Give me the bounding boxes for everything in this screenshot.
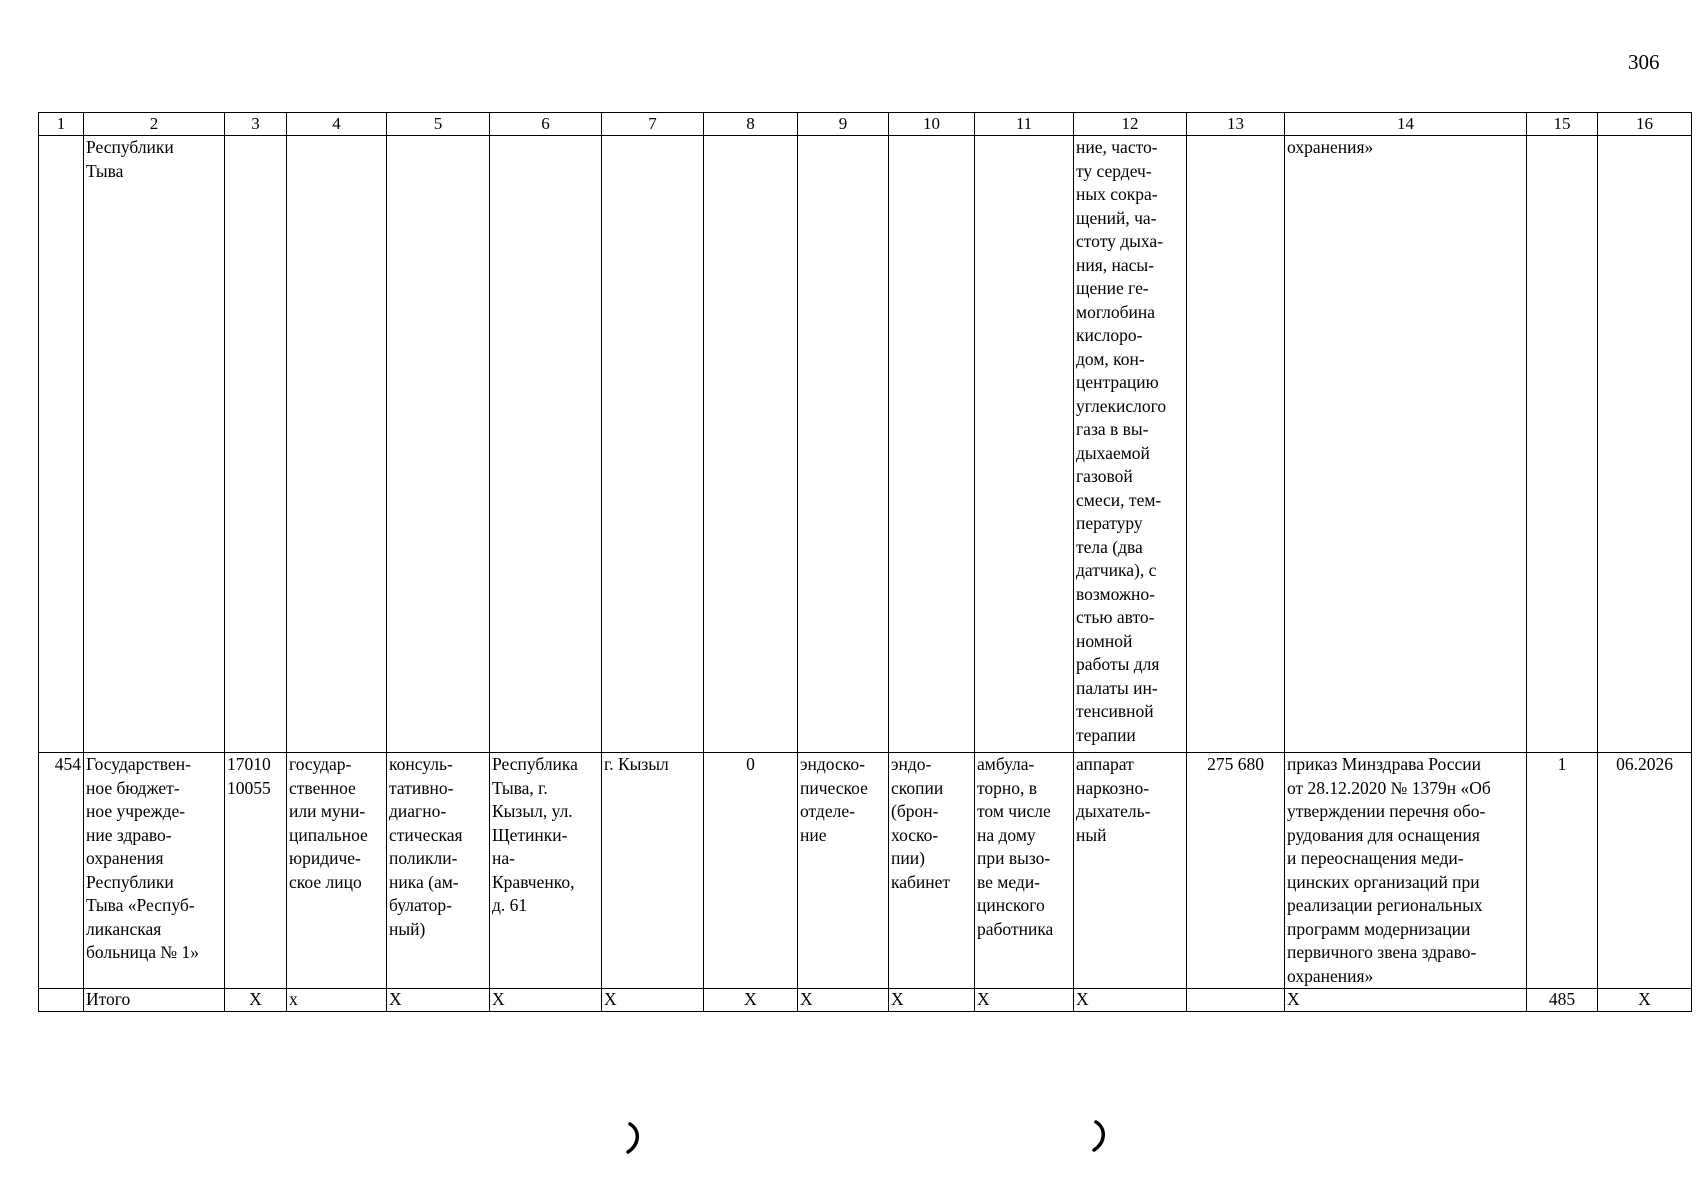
cell-basis-continued: охранения» [1285, 136, 1527, 753]
cell-empty [387, 136, 490, 753]
cell-date: 06.2026 [1598, 753, 1692, 989]
column-number: 6 [490, 113, 602, 136]
column-number: 11 [975, 113, 1074, 136]
column-number-row [39, 113, 1692, 136]
total-cell: Х [704, 989, 798, 1012]
cell-empty [225, 136, 287, 753]
total-cell: Х [387, 989, 490, 1012]
cell-locality: г. Кызыл [602, 753, 704, 989]
cell-cabinet: эндо- скопии (брон- хоско- пии) кабинет [889, 753, 975, 989]
cell-empty [602, 136, 704, 753]
cell-equipment-continued: ние, часто- ту сердеч- ных сокра- щений, ча- стоту дыха- ния, насы- щение ге- моглобина кислоро- дом, кон- центрацию углекислого газа в вы- дыхаемой газовой смеси, тем- пературу тела (два датчика), с возможно- стью авто- номной работы для палаты ин- тенсивной терапии [1074, 136, 1187, 753]
column-number: 1 [39, 113, 84, 136]
column-number: 13 [1187, 113, 1285, 136]
total-quantity: 485 [1527, 989, 1598, 1012]
record-row-454 [39, 753, 1692, 989]
cell-equipment: аппарат наркозно- дыхатель- ный [1074, 753, 1187, 989]
cell-care-conditions: амбула- торно, в том числе на дому при вызо- ве меди- цинского работника [975, 753, 1074, 989]
cell-empty [704, 136, 798, 753]
column-number: 9 [798, 113, 889, 136]
cell-col8: 0 [704, 753, 798, 989]
column-number: 16 [1598, 113, 1692, 136]
total-cell [1187, 989, 1285, 1012]
total-cell: Х [1598, 989, 1692, 1012]
column-number: 2 [84, 113, 225, 136]
cell-empty [39, 136, 84, 753]
cell-code: 17010 10055 [225, 753, 287, 989]
column-number: 4 [287, 113, 387, 136]
column-number: 5 [387, 113, 490, 136]
cell-region-continued: Республики Тыва [84, 136, 225, 753]
total-cell: Х [1285, 989, 1527, 1012]
cell-legal-form: государ- ственное или муни- ципальное юридиче- ское лицо [287, 753, 387, 989]
column-number: 15 [1527, 113, 1598, 136]
column-number: 3 [225, 113, 287, 136]
cell-empty [798, 136, 889, 753]
total-cell: Х [225, 989, 287, 1012]
scan-mark-left [622, 1120, 646, 1156]
cell-price: 275 680 [1187, 753, 1285, 989]
cell-empty [287, 136, 387, 753]
column-number: 10 [889, 113, 975, 136]
cell-empty [1187, 136, 1285, 753]
column-number: 12 [1074, 113, 1187, 136]
column-number: 7 [602, 113, 704, 136]
cell-address: Республика Тыва, г. Кызыл, ул. Щетинки- на- Кравченко, д. 61 [490, 753, 602, 989]
total-cell: Х [975, 989, 1074, 1012]
total-cell: Х [798, 989, 889, 1012]
cell-empty [889, 136, 975, 753]
continuation-row [39, 136, 1692, 753]
cell-department: эндоско- пическое отделе- ние [798, 753, 889, 989]
cell-unit-type: консуль- тативно- диагно- стическая поликли- ника (ам- булатор- ный) [387, 753, 490, 989]
total-cell: х [287, 989, 387, 1012]
cell-empty [39, 989, 84, 1012]
cell-row-number: 454 [39, 753, 84, 989]
cell-empty [490, 136, 602, 753]
cell-organization: Государствен- ное бюджет- ное учрежде- ние здраво- охранения Республики Тыва «Респуб- ликанская больница № 1» [84, 753, 225, 989]
total-cell: Х [490, 989, 602, 1012]
cell-empty [1598, 136, 1692, 753]
total-cell: Х [602, 989, 704, 1012]
column-number: 14 [1285, 113, 1527, 136]
total-cell: Х [1074, 989, 1187, 1012]
cell-empty [975, 136, 1074, 753]
scan-mark-right [1088, 1118, 1112, 1154]
register-table [38, 112, 1692, 1012]
cell-quantity: 1 [1527, 753, 1598, 989]
column-number: 8 [704, 113, 798, 136]
total-row [39, 989, 1692, 1012]
cell-basis: приказ Минздрава России от 28.12.2020 № 1379н «Об утверждении перечня обо- рудования для оснащения и переоснащения меди- цинских организаций при реализации региональных программ модернизации первичного звена здраво- охранения» [1285, 753, 1527, 989]
page-number: 306 [1628, 50, 1660, 74]
total-label: Итого [84, 989, 225, 1012]
cell-empty [1527, 136, 1598, 753]
total-cell: Х [889, 989, 975, 1012]
